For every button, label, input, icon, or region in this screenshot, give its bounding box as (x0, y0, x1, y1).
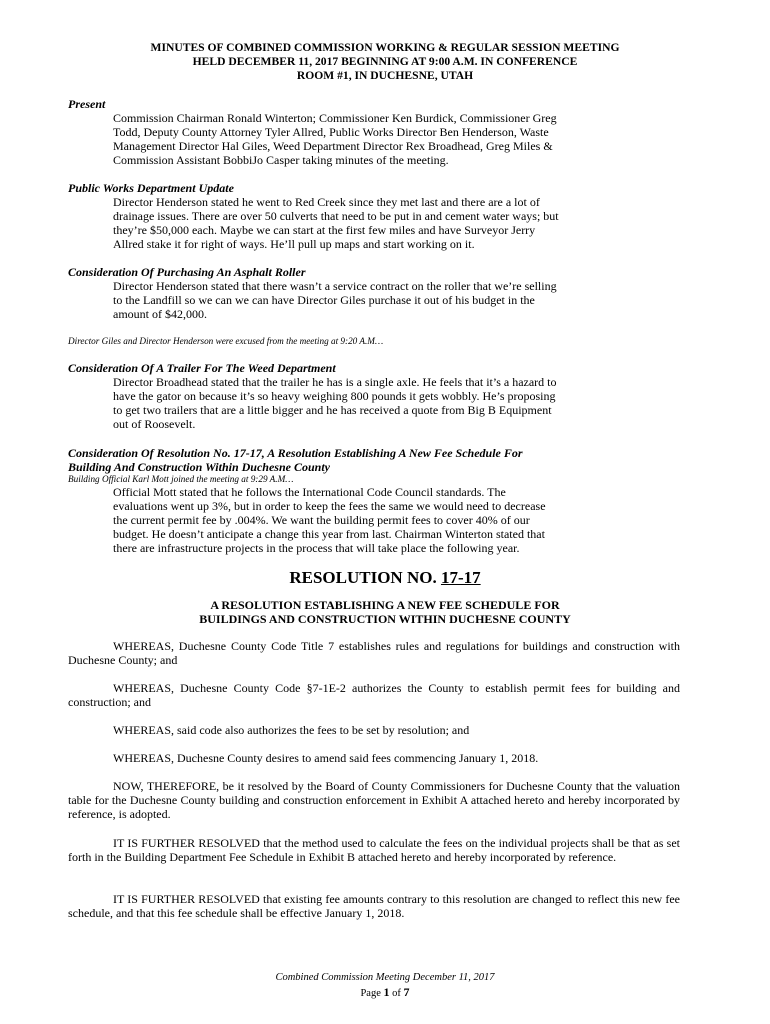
section-heading-asphalt-roller: Consideration Of Purchasing An Asphalt Roller (68, 265, 306, 279)
resolution-subtitle-line-2: BUILDINGS AND CONSTRUCTION WITHIN DUCHESNE COUNTY (199, 612, 571, 626)
note-excused: Director Giles and Director Henderson were excused from the meeting at 9:20 A.M… (68, 336, 384, 346)
section-heading-public-works: Public Works Department Update (68, 181, 234, 195)
resolution-paragraph: NOW, THEREFORE, be it resolved by the Board of County Commissioners for Duchesne County that the valuation table for the Duchesne County building and construction enforcement in Exhibit A attached hereto and hereby incorporated by reference, is adopted. (68, 779, 680, 821)
resolution-subtitle (60, 598, 710, 626)
resolution-number: 17-17 (440, 568, 481, 587)
section-text-trailer: Director Broadhead stated that the trailer he has is a single axle. He feels that it’s a hazard to have the gator on because it’s so heavy weighing 800 pounds it gets wobbly. He’s proposing to get two trailers that are a little bigger and he has received a quote from Big B Equipment out of Roosevelt. (113, 375, 557, 431)
section-text-public-works: Director Henderson stated he went to Red Creek since they met last and there are a lot of drainage issues. There are over 50 culverts that need to be put in and cement water ways; but they’re $50,000 each. Maybe we can start at the first few miles and have Surveyor Jerry Allred stake it for right of ways. He’ll pull up maps and start working on it. (113, 195, 559, 251)
title-line-2: HELD DECEMBER 11, 2017 BEGINNING AT 9:00 A.M. IN CONFERENCE (192, 55, 578, 68)
section-heading-resolution-line-2: Building And Construction Within Duchesne County (68, 460, 330, 474)
title-line-1: MINUTES OF COMBINED COMMISSION WORKING & REGULAR SESSION MEETING (150, 41, 620, 54)
section-text-asphalt-roller: Director Henderson stated that there wasn’t a service contract on the roller that we’re selling to the Landfill so we can we can have Director Giles purchase it out of his budget in the amount of $42,000. (113, 279, 557, 321)
section-heading-trailer: Consideration Of A Trailer For The Weed Department (68, 361, 336, 375)
resolution-paragraph: WHEREAS, said code also authorizes the fees to be set by resolution; and (113, 723, 470, 737)
page-number (0, 985, 770, 1001)
resolution-paragraph: WHEREAS, Duchesne County Code Title 7 establishes rules and regulations for buildings and construction with Duchesne County; and (68, 639, 680, 667)
section-heading-resolution-line-1: Consideration Of Resolution No. 17-17, A Resolution Establishing A New Fee Schedule For (68, 446, 523, 460)
resolution-title-prefix: RESOLUTION NO. (289, 568, 437, 587)
resolution-paragraph: WHEREAS, Duchesne County Code §7-1E-2 authorizes the County to establish permit fees for building and construction; and (68, 681, 680, 709)
resolution-paragraph: IT IS FURTHER RESOLVED that the method used to calculate the fees on the individual projects shall be that as set forth in the Building Department Fee Schedule in Exhibit B attached hereto and hereby incorporated by reference. (68, 836, 680, 864)
resolution-title (0, 568, 770, 588)
footer-text: Combined Commission Meeting December 11, 2017 (275, 972, 495, 983)
resolution-paragraph: WHEREAS, Duchesne County desires to amend said fees commencing January 1, 2018. (113, 751, 539, 765)
page-word: Page (360, 988, 381, 999)
title-line-3: ROOM #1, IN DUCHESNE, UTAH (296, 69, 474, 82)
page-footer (0, 971, 770, 1001)
section-text-present: Commission Chairman Ronald Winterton; Commissioner Ken Burdick, Commissioner Greg Todd, Deputy County Attorney Tyler Allred, Public Works Director Ben Henderson, Waste Management Director Hal Giles, Weed Department Director Rex Broadhead, Greg Miles & Commission Assistant BobbiJo Casper taking minutes of the meeting. (113, 111, 557, 167)
section-text-resolution: Official Mott stated that he follows the International Code Council standards. The evaluations went up 3%, but in order to keep the fees the same we would need to decrease the current permit fee by .004%. We want the building permit fees to cover 40% of our budget. He doesn’t anticipate a change this year from last. Chairman Winterton stated that there are infrastructure projects in the process that will take place the following year. (113, 485, 546, 555)
total-pages: 7 (403, 985, 410, 999)
current-page: 1 (383, 985, 390, 999)
of-word: of (392, 988, 401, 999)
resolution-paragraph: IT IS FURTHER RESOLVED that existing fee amounts contrary to this resolution are changed to reflect this new fee schedule, and that this fee schedule shall be effective January 1, 2018. (68, 892, 680, 920)
resolution-subtitle-line-1: A RESOLUTION ESTABLISHING A NEW FEE SCHEDULE FOR (210, 598, 560, 612)
note-joined: Building Official Karl Mott joined the meeting at 9:29 A.M… (68, 474, 294, 484)
document-title (60, 41, 710, 83)
section-heading-present: Present (68, 97, 106, 111)
